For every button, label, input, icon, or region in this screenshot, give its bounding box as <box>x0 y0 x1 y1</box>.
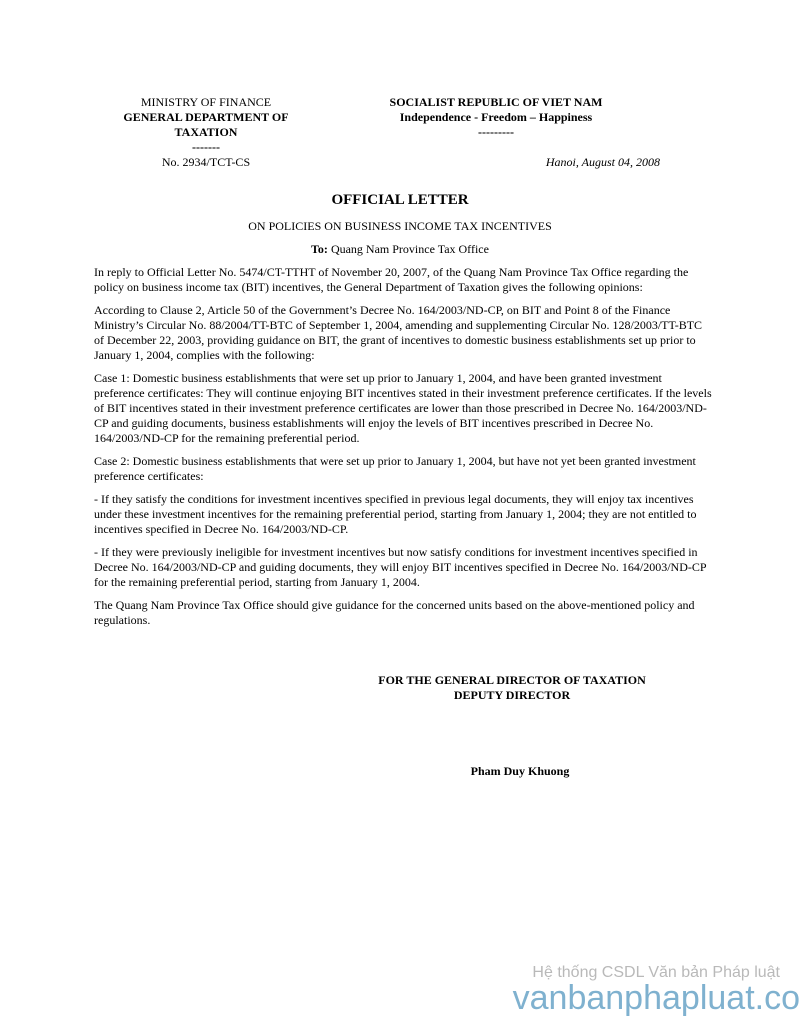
watermark-caption: Hệ thống CSDL Văn bản Pháp luật <box>532 964 780 981</box>
country-name: SOCIALIST REPUBLIC OF VIET NAM <box>389 95 603 109</box>
national-motto: Independence - Freedom – Happiness <box>399 110 593 124</box>
body-paragraph-7: The Quang Nam Province Tax Office should give guidance for the concerned units based on the above-mentioned policy and regulations. <box>94 598 695 627</box>
ministry-name: MINISTRY OF FINANCE <box>140 95 272 109</box>
right-separator: --------- <box>478 125 514 139</box>
signature-for-line: FOR THE GENERAL DIRECTOR OF TAXATION <box>378 673 646 687</box>
department-name-line2: TAXATION <box>174 125 238 139</box>
body-paragraph-5: - If they satisfy the conditions for investment incentives specified in previous legal documents, they will enjoy tax incentives under these investment incentives for the remaining preferential period, starting from January 1, 2004; they are not entitled to incentives specified in Decree No. 164/2003/ND-CP. <box>94 492 697 536</box>
body-paragraph-2: According to Clause 2, Article 50 of the Government’s Decree No. 164/2003/ND-CP, on BIT and Point 8 of the Finance Ministry’s Circular No. 88/2004/TT-BTC of September 1, 2004, amending and supplementing Circular No. 128/2003/TT-BTC of December 22, 2003, providing guidance on BIT, the grant of incentives to domestic business establishments set up prior to January 1, 2004, complies with the following: <box>94 303 703 362</box>
issuing-authority-block <box>110 95 302 155</box>
signature-block <box>352 673 672 703</box>
department-name-line1: GENERAL DEPARTMENT OF <box>123 110 289 124</box>
national-title-block <box>360 95 632 140</box>
recipient-name: Quang Nam Province Tax Office <box>327 242 489 256</box>
recipient-line <box>0 242 800 257</box>
signer-name: Pham Duy Khuong <box>470 764 570 778</box>
place-and-date: Hanoi, August 04, 2008 <box>545 155 660 169</box>
document-title: OFFICIAL LETTER <box>331 192 469 208</box>
letter-body <box>94 265 712 636</box>
body-paragraph-3: Case 1: Domestic business establishments that were set up prior to January 1, 2004, and have been granted investment preference certificates: They will continue enjoying BIT incentives stated in their investment preference certificates. If the levels of BIT incentives stated in their investment preference certificates are lower than those prescribed in Decree No. 164/2003/ND-CP and guiding documents, business establishments will enjoy the levels of BIT incentives prescribed in Decree No. 164/2003/ND-CP for the remaining preferential period. <box>94 371 712 445</box>
body-paragraph-1: In reply to Official Letter No. 5474/CT-TTHT of November 20, 2007, of the Quang Nam Province Tax Office regarding the policy on business income tax (BIT) incentives, the General Department of Taxation gives the following opinions: <box>94 265 689 294</box>
body-paragraph-4: Case 2: Domestic business establishments that were set up prior to January 1, 2004, but have not yet been granted investment preference certificates: <box>94 454 696 483</box>
watermark-site: vanbanphapluat.co <box>512 979 800 1017</box>
document-subtitle: ON POLICIES ON BUSINESS INCOME TAX INCENTIVES <box>248 219 552 233</box>
body-paragraph-6: - If they were previously ineligible for investment incentives but now satisfy conditions for investment incentives specified in Decree No. 164/2003/ND-CP and guiding documents, they will enjoy BIT incentives specified in Decree No. 164/2003/ND-CP for the remaining preferential period, starting from January 1, 2004. <box>94 545 707 589</box>
recipient-label: To: <box>311 242 328 256</box>
document-number: No. 2934/TCT-CS <box>161 155 251 169</box>
signature-title: DEPUTY DIRECTOR <box>453 688 571 702</box>
left-separator: ------- <box>192 140 220 154</box>
